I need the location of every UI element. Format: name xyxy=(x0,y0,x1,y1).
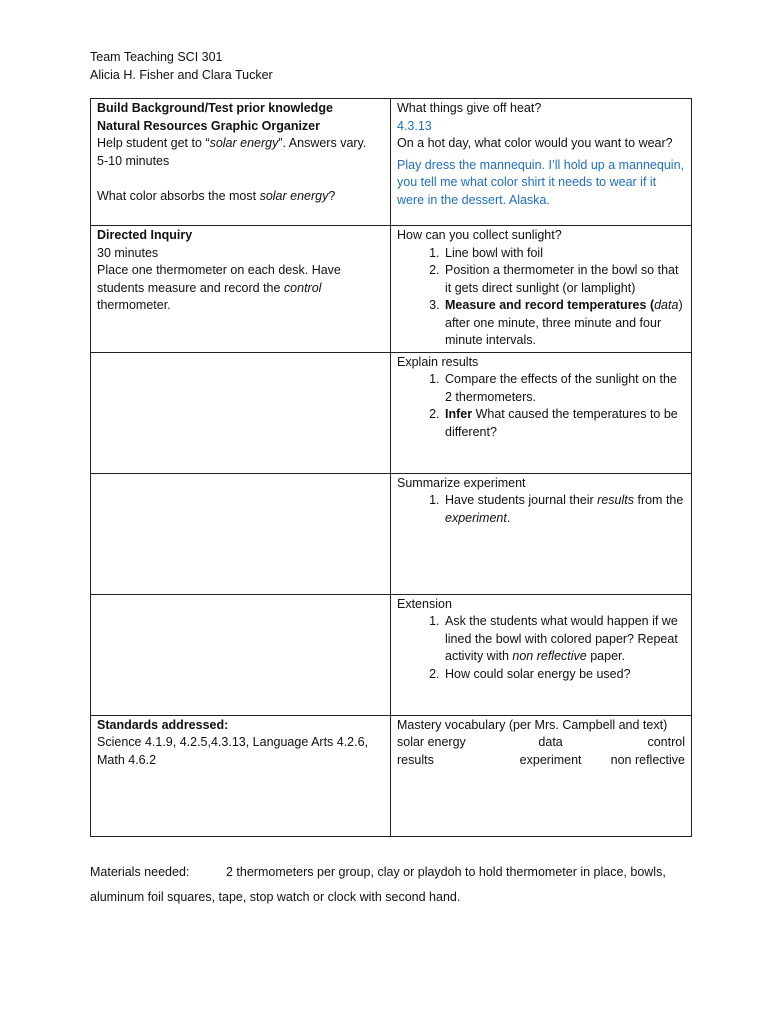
table-row xyxy=(91,99,692,226)
authors: Alicia H. Fisher and Clara Tucker xyxy=(90,68,273,82)
vocab-word: results xyxy=(397,752,434,767)
section-title: Summarize experiment xyxy=(397,475,526,490)
table-row xyxy=(91,715,692,836)
section-title: Explain results xyxy=(397,354,479,369)
heat-questions-cell xyxy=(391,99,692,226)
directed-inquiry-cell xyxy=(91,226,391,353)
table-row xyxy=(91,226,692,353)
duration: 5-10 minutes xyxy=(97,153,170,168)
vocabulary-cell xyxy=(391,715,692,836)
materials-section xyxy=(90,860,680,910)
course-title: Team Teaching SCI 301 xyxy=(90,50,223,64)
section-title: Build Background/Test prior knowledge xyxy=(97,101,333,115)
table-row xyxy=(91,473,692,594)
instruction-text: Help student get to “solar energy”. Answers vary. xyxy=(97,136,367,150)
steps-list xyxy=(397,371,685,441)
summarize-cell xyxy=(391,473,692,594)
section-title: Directed Inquiry xyxy=(97,228,193,242)
standards-cell xyxy=(91,715,391,836)
section-title: Mastery vocabulary (per Mrs. Campbell and text) xyxy=(397,717,668,732)
list-item: 2. Infer What caused the temperatures to be different? xyxy=(443,406,685,441)
empty-cell xyxy=(91,352,391,473)
question-heat: What things give off heat? xyxy=(397,101,542,115)
list-item: 2. How could solar energy be used? xyxy=(443,666,685,684)
materials-text: 2 thermometers per group, clay or playdoh to hold thermometer in place, bowls, aluminum foil squares, tape, stop watch or clock with second hand. xyxy=(90,865,666,904)
organizer-title: Natural Resources Graphic Organizer xyxy=(97,118,320,133)
table-row xyxy=(91,594,692,715)
question-color: On a hot day, what color would you want to wear? xyxy=(397,136,673,150)
instruction-text: Place one thermometer on each desk. Have students measure and record the control thermometer. xyxy=(97,263,341,312)
materials-label: Materials needed: xyxy=(90,865,190,879)
explain-results-cell xyxy=(391,352,692,473)
section-title: Standards addressed: xyxy=(97,717,229,732)
steps-list xyxy=(397,492,685,527)
steps-list xyxy=(397,613,685,683)
list-item: 2. Position a thermometer in the bowl so that it gets direct sunlight (or lamplight) xyxy=(443,262,685,297)
standard-code: 4.3.13 xyxy=(397,118,432,133)
list-item: 1. Compare the effects of the sunlight on the 2 thermometers. xyxy=(443,371,685,406)
duration: 30 minutes xyxy=(97,245,159,260)
vocab-word: data xyxy=(538,735,563,749)
section-title: Extension xyxy=(397,596,452,611)
extension-cell xyxy=(391,594,692,715)
collect-sunlight-cell xyxy=(391,226,692,353)
standards-list: Science 4.1.9, 4.2.5,4.3.13, Language Arts 4.2.6, Math 4.6.2 xyxy=(97,735,369,767)
lesson-plan-table xyxy=(90,98,692,837)
mannequin-activity: Play dress the mannequin. I’ll hold up a mannequin, you tell me what color shirt it needs to wear if it were in the dessert. Alaska. xyxy=(397,157,684,207)
document-header xyxy=(90,48,273,84)
list-item: 1. Line bowl with foil xyxy=(443,245,685,263)
steps-list xyxy=(397,245,685,350)
list-item: 1. Ask the students what would happen if we lined the bowl with colored paper? Repeat activity with non reflective paper. xyxy=(443,613,685,666)
vocab-word: solar energy xyxy=(397,735,466,749)
list-item: 3. Measure and record temperatures (data) after one minute, three minute and four minute intervals. xyxy=(443,297,685,350)
vocab-word: non reflective xyxy=(610,752,685,767)
vocabulary-grid xyxy=(397,734,685,769)
vocab-word: control xyxy=(647,735,685,749)
question-text: What color absorbs the most solar energy? xyxy=(97,188,336,203)
list-item: 1. Have students journal their results from the experiment. xyxy=(443,492,685,527)
section-title: How can you collect sunlight? xyxy=(397,228,562,242)
empty-cell xyxy=(91,594,391,715)
background-cell xyxy=(91,99,391,226)
empty-cell xyxy=(91,473,391,594)
vocab-word: experiment xyxy=(519,752,582,767)
table-row xyxy=(91,352,692,473)
